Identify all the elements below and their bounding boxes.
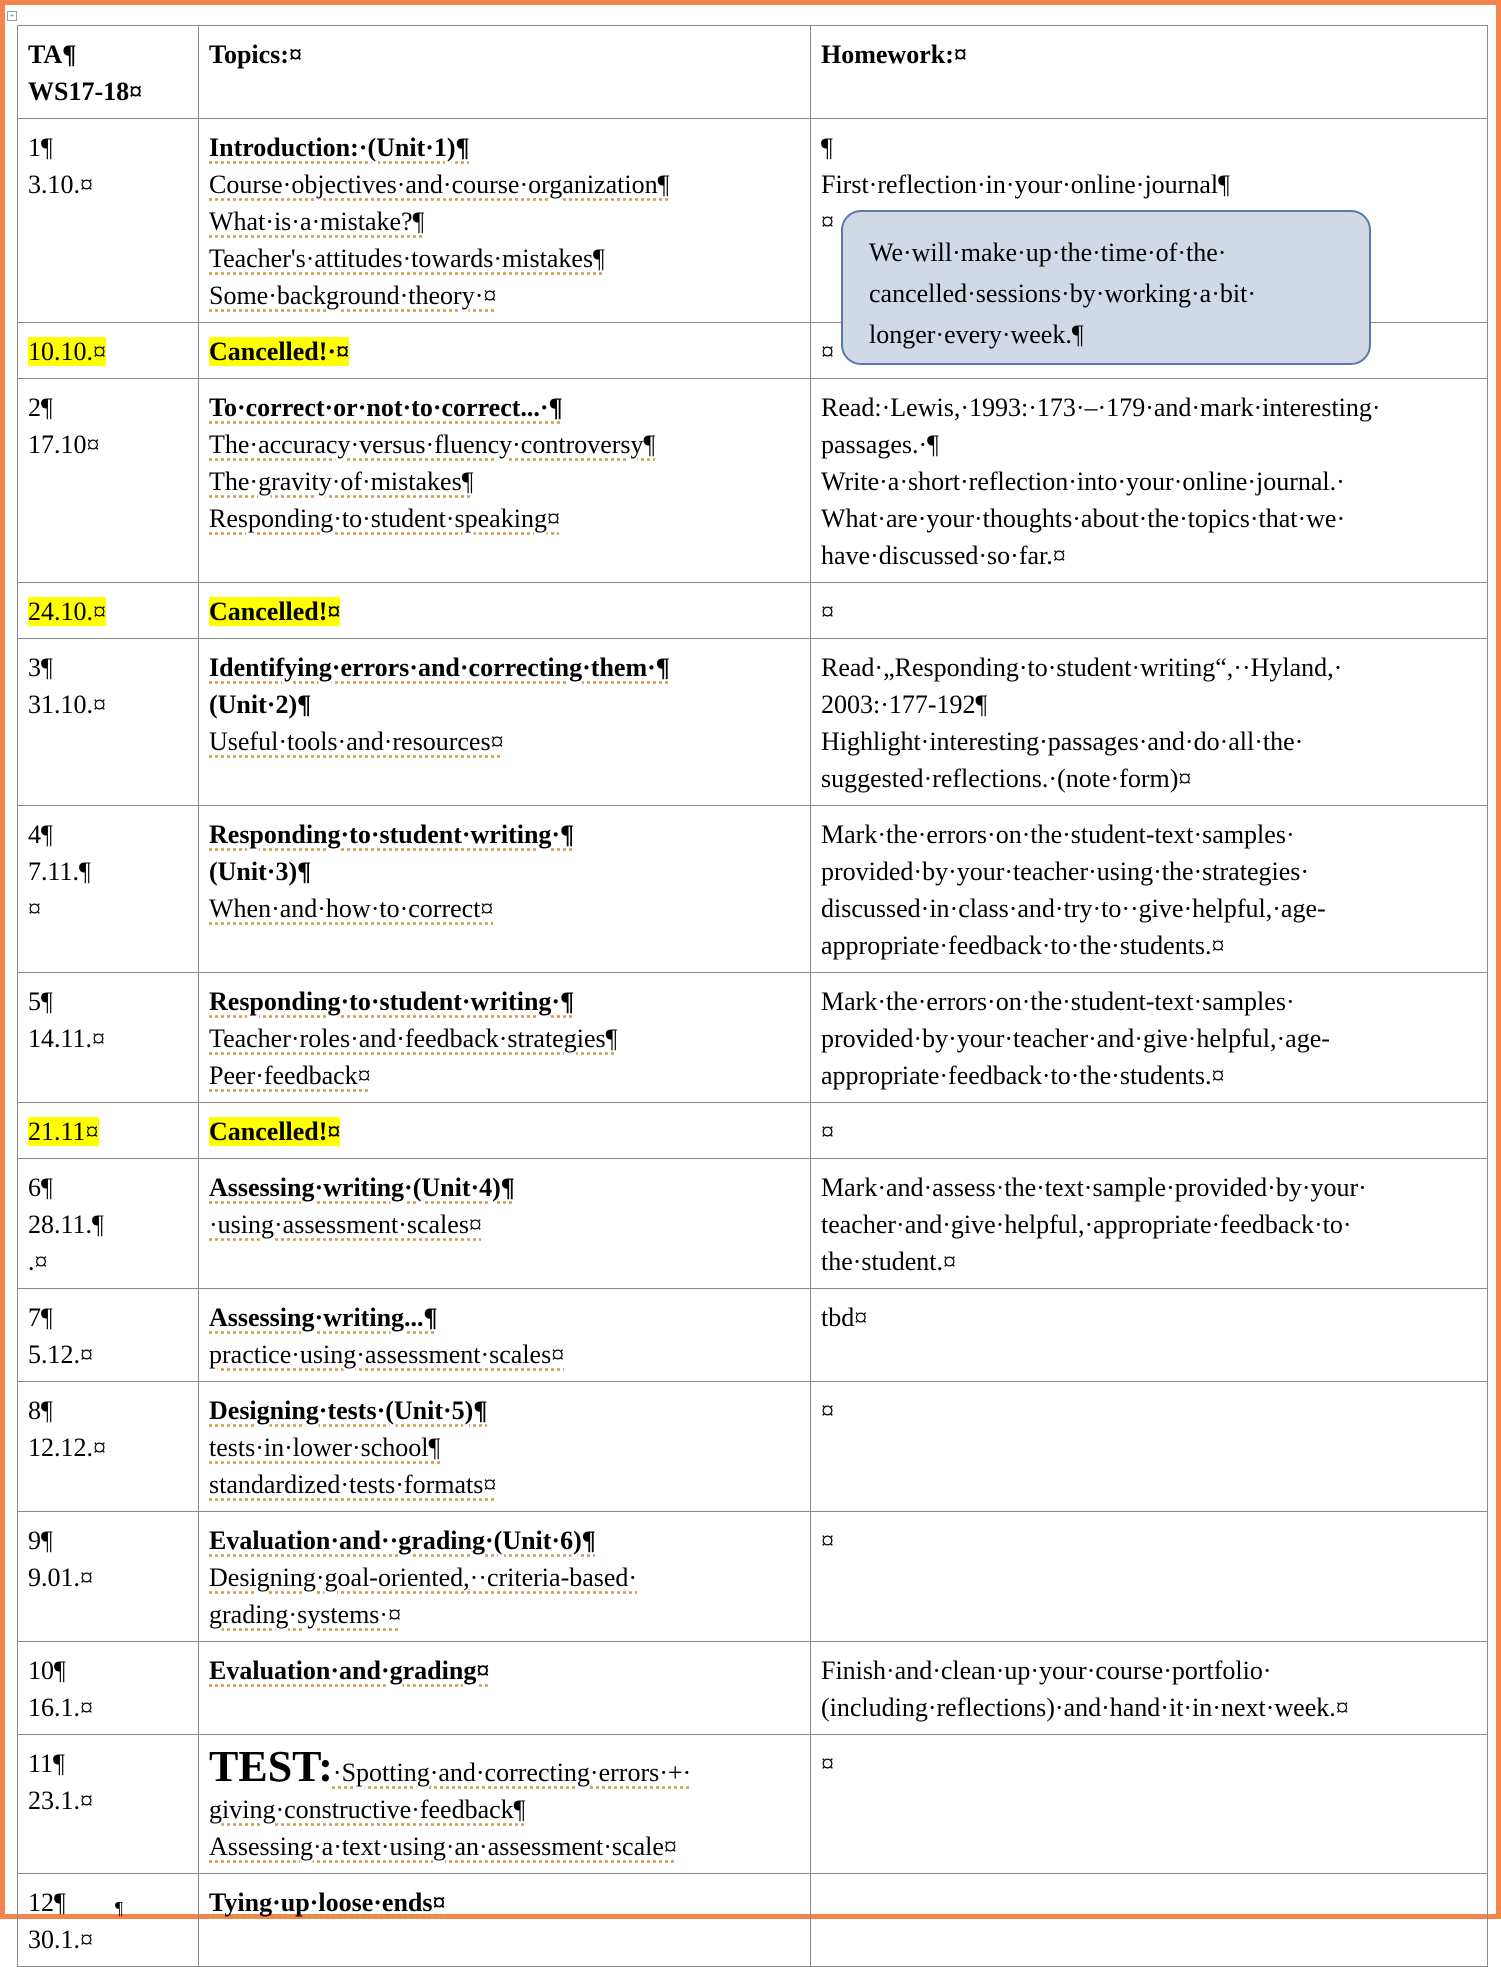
- trailing-paragraph-mark: ¶: [115, 1898, 124, 1918]
- topic-line: The·accuracy·versus·fluency·controversy¶: [209, 430, 656, 459]
- table-row: [18, 1382, 1488, 1512]
- test-heading: TEST:: [209, 1742, 333, 1791]
- topic-line: Peer·feedback¤: [209, 1061, 371, 1090]
- date-text: 1¶: [28, 133, 53, 162]
- callout-line: cancelled·sessions·by·working·a·bit·: [869, 279, 1256, 308]
- header-homework-label: Homework:¤: [821, 40, 967, 69]
- topic-cell[interactable]: [199, 1103, 811, 1159]
- topic-line: giving·constructive·feedback¶: [209, 1795, 526, 1824]
- date-cell[interactable]: [18, 1735, 199, 1874]
- topic-line: grading·systems·¤: [209, 1600, 402, 1629]
- topic-line: tests·in·lower·school¶: [209, 1433, 441, 1462]
- homework-line: provided·by·your·teacher·and·give·helpful,·age-: [821, 1024, 1330, 1053]
- homework-line: appropriate·feedback·to·the·students.¤: [821, 931, 1225, 960]
- topic-title: Evaluation·and·grading¤: [209, 1656, 490, 1685]
- date-text: 7.11.¶: [28, 857, 91, 886]
- date-cell[interactable]: [18, 1512, 199, 1642]
- topic-title: Responding·to·student·writing·¶: [209, 987, 575, 1016]
- topic-line: Designing·goal-oriented,··criteria-based·: [209, 1563, 638, 1592]
- topic-cell[interactable]: [199, 639, 811, 806]
- homework-line: Mark·the·errors·on·the·student-text·samples·: [821, 820, 1295, 849]
- header-date-cell[interactable]: [18, 26, 199, 119]
- topic-cell[interactable]: [199, 323, 811, 379]
- date-cell[interactable]: [18, 1642, 199, 1735]
- homework-line: tbd¤: [821, 1303, 868, 1332]
- topic-title: Designing·tests·(Unit·5)¶: [209, 1396, 488, 1425]
- date-text: 9¶: [28, 1526, 53, 1555]
- date-text: 30.1.¤: [28, 1925, 93, 1954]
- date-text: 3¶: [28, 653, 53, 682]
- homework-line: 2003:·177-192¶: [821, 690, 988, 719]
- topic-line: When·and·how·to·correct¤: [209, 894, 494, 923]
- topic-line: ·Spotting·and·correcting·errors·+·: [332, 1758, 692, 1787]
- homework-cell[interactable]: [811, 1642, 1488, 1735]
- homework-line: Read·„Responding·to·student·writing“,··Hyland,·: [821, 653, 1343, 682]
- table-move-handle[interactable]: +: [7, 11, 17, 21]
- date-text: 31.10.¤: [28, 690, 106, 719]
- homework-line: ¤: [821, 1749, 834, 1778]
- topic-line: Course·objectives·and·course·organization¶: [209, 170, 670, 199]
- homework-cell[interactable]: [811, 1735, 1488, 1874]
- homework-line: ¤: [821, 207, 834, 236]
- topic-title: Identifying·errors·and·correcting·them·¶: [209, 653, 670, 682]
- topic-title-unit: (Unit·3)¶: [209, 857, 312, 886]
- homework-line: ¶: [821, 133, 833, 162]
- date-cell[interactable]: [18, 1382, 199, 1512]
- date-text: 7¶: [28, 1303, 53, 1332]
- callout-note[interactable]: [841, 210, 1371, 365]
- header-row: [18, 26, 1488, 119]
- topic-line: Useful·tools·and·resources¤: [209, 727, 504, 756]
- date-cell[interactable]: [18, 806, 199, 973]
- date-text: 12.12.¤: [28, 1433, 106, 1462]
- date-cell[interactable]: [18, 1289, 199, 1382]
- topic-cell[interactable]: [199, 379, 811, 583]
- date-cell[interactable]: [18, 973, 199, 1103]
- date-text: 16.1.¤: [28, 1693, 93, 1722]
- table-row: [18, 1735, 1488, 1874]
- homework-line: Mark·the·errors·on·the·student-text·samples·: [821, 987, 1295, 1016]
- topic-cell[interactable]: [199, 1642, 811, 1735]
- topic-cell[interactable]: [199, 1874, 811, 1967]
- date-cell[interactable]: [18, 379, 199, 583]
- homework-cell[interactable]: [811, 806, 1488, 973]
- header-date-line2: WS17-18¤: [28, 77, 143, 106]
- topic-line: Teacher·roles·and·feedback·strategies¶: [209, 1024, 618, 1053]
- topic-line: standardized·tests·formats¤: [209, 1470, 497, 1499]
- homework-line: ¤: [821, 1396, 834, 1425]
- topic-title: Evaluation·and··grading·(Unit·6)¶: [209, 1526, 596, 1555]
- homework-cell[interactable]: [811, 583, 1488, 639]
- table-row: [18, 1103, 1488, 1159]
- date-cell[interactable]: [18, 323, 199, 379]
- table-row: [18, 379, 1488, 583]
- topic-title-unit: (Unit·2)¶: [209, 690, 312, 719]
- date-text: 28.11.¶: [28, 1210, 104, 1239]
- cancelled-label: Cancelled!·¤: [209, 337, 350, 366]
- homework-line: provided·by·your·teacher·using·the·strategies·: [821, 857, 1310, 886]
- date-cell[interactable]: [18, 1874, 199, 1967]
- homework-cell[interactable]: [811, 973, 1488, 1103]
- table-row: [18, 583, 1488, 639]
- date-cell[interactable]: [18, 1103, 199, 1159]
- topic-title: Assessing·writing...¶: [209, 1303, 438, 1332]
- table-row: [18, 1512, 1488, 1642]
- homework-line: Read:·Lewis,·1993:·173·–·179·and·mark·interesting·: [821, 393, 1381, 422]
- table-row: [18, 1874, 1488, 1967]
- date-text: 10¶: [28, 1656, 66, 1685]
- topic-cell[interactable]: [199, 1382, 811, 1512]
- homework-line: Mark·and·assess·the·text·sample·provided·by·your·: [821, 1173, 1367, 1202]
- topic-title: Tying·up·loose·ends¤: [209, 1888, 446, 1917]
- date-text: ¤: [28, 894, 41, 923]
- date-text: 11¶: [28, 1749, 65, 1778]
- date-text: 23.1.¤: [28, 1786, 93, 1815]
- table-row: [18, 639, 1488, 806]
- homework-line: Write·a·short·reflection·into·your·online·journal.·: [821, 467, 1345, 496]
- topic-cell[interactable]: [199, 1735, 811, 1874]
- homework-line: ¤: [821, 1526, 834, 1555]
- topic-cell[interactable]: [199, 973, 811, 1103]
- homework-line: have·discussed·so·far.¤: [821, 541, 1066, 570]
- topic-cell[interactable]: [199, 119, 811, 323]
- date-text: 21.11¤: [28, 1117, 99, 1146]
- topic-line: ·using·assessment·scales¤: [209, 1210, 482, 1239]
- table-row: [18, 1642, 1488, 1735]
- homework-line: ¤: [821, 597, 834, 626]
- date-text: 10.10.¤: [28, 337, 106, 366]
- header-date-line1: TA¶: [28, 40, 77, 69]
- cancelled-label: Cancelled!¤: [209, 1117, 341, 1146]
- date-cell[interactable]: [18, 583, 199, 639]
- date-cell[interactable]: [18, 1159, 199, 1289]
- homework-cell[interactable]: [811, 639, 1488, 806]
- date-text: 5¶: [28, 987, 53, 1016]
- date-text: 17.10¤: [28, 430, 100, 459]
- header-topics-cell[interactable]: [199, 26, 811, 119]
- homework-cell[interactable]: [811, 1159, 1488, 1289]
- callout-line: longer·every·week.¶: [869, 320, 1084, 349]
- topic-title: Responding·to·student·writing·¶: [209, 820, 575, 849]
- topic-cell[interactable]: [199, 1289, 811, 1382]
- topic-line: practice·using·assessment·scales¤: [209, 1340, 565, 1369]
- date-text: 24.10.¤: [28, 597, 106, 626]
- homework-cell[interactable]: [811, 379, 1488, 583]
- homework-cell[interactable]: [811, 1289, 1488, 1382]
- topic-line: Teacher's·attitudes·towards·mistakes¶: [209, 244, 605, 273]
- homework-cell[interactable]: [811, 1103, 1488, 1159]
- homework-cell[interactable]: [811, 1382, 1488, 1512]
- homework-cell[interactable]: [811, 1512, 1488, 1642]
- topic-line: What·is·a·mistake?¶: [209, 207, 425, 236]
- homework-line: (including·reflections)·and·hand·it·in·next·week.¤: [821, 1693, 1349, 1722]
- date-cell[interactable]: [18, 119, 199, 323]
- date-text: 3.10.¤: [28, 170, 93, 199]
- homework-line: First·reflection·in·your·online·journal¶: [821, 170, 1230, 199]
- homework-line: Highlight·interesting·passages·and·do·all·the·: [821, 727, 1304, 756]
- topic-title: To·correct·or·not·to·correct...·¶: [209, 393, 563, 422]
- header-topics-label: Topics:¤: [209, 40, 302, 69]
- homework-line: appropriate·feedback·to·the·students.¤: [821, 1061, 1225, 1090]
- homework-line: ¤: [821, 1117, 834, 1146]
- date-text: 2¶: [28, 393, 53, 422]
- topic-line: Responding·to·student·speaking¤: [209, 504, 560, 533]
- homework-line: Finish·and·clean·up·your·course·portfolio·: [821, 1656, 1272, 1685]
- topic-line: Assessing·a·text·using·an·assessment·scale¤: [209, 1832, 677, 1861]
- homework-line: What·are·your·thoughts·about·the·topics·that·we·: [821, 504, 1346, 533]
- homework-cell[interactable]: [811, 1874, 1488, 1967]
- date-text: 4¶: [28, 820, 53, 849]
- homework-line: ¤: [821, 337, 834, 366]
- table-row: [18, 1159, 1488, 1289]
- topic-line: Some·background·theory·¤: [209, 281, 497, 310]
- topic-cell[interactable]: [199, 806, 811, 973]
- homework-line: teacher·and·give·helpful,·appropriate·feedback·to·: [821, 1210, 1352, 1239]
- topic-title: Introduction:·(Unit·1)¶: [209, 133, 470, 162]
- homework-line: suggested·reflections.·(note·form)¤: [821, 764, 1192, 793]
- topic-cell[interactable]: [199, 1159, 811, 1289]
- date-text: 14.11.¤: [28, 1024, 106, 1053]
- table-row: [18, 973, 1488, 1103]
- topic-cell[interactable]: [199, 1512, 811, 1642]
- callout-line: We·will·make·up·the·time·of·the·: [869, 238, 1227, 267]
- cancelled-label: Cancelled!¤: [209, 597, 341, 626]
- table-row: [18, 806, 1488, 973]
- date-text: .¤: [28, 1247, 48, 1276]
- header-homework-cell[interactable]: [811, 26, 1488, 119]
- homework-line: passages.·¶: [821, 430, 939, 459]
- topic-line: The·gravity·of·mistakes¶: [209, 467, 474, 496]
- date-text: 6¶: [28, 1173, 53, 1202]
- date-text: 5.12.¤: [28, 1340, 93, 1369]
- topic-title: Assessing·writing·(Unit·4)¶: [209, 1173, 515, 1202]
- date-text: 12¶: [28, 1888, 66, 1917]
- table-row: [18, 1289, 1488, 1382]
- date-text: 8¶: [28, 1396, 53, 1425]
- date-text: 9.01.¤: [28, 1563, 93, 1592]
- topic-cell[interactable]: [199, 583, 811, 639]
- date-cell[interactable]: [18, 639, 199, 806]
- homework-line: the·student.¤: [821, 1247, 957, 1276]
- homework-line: discussed·in·class·and·try·to··give·helpful,·age-: [821, 894, 1326, 923]
